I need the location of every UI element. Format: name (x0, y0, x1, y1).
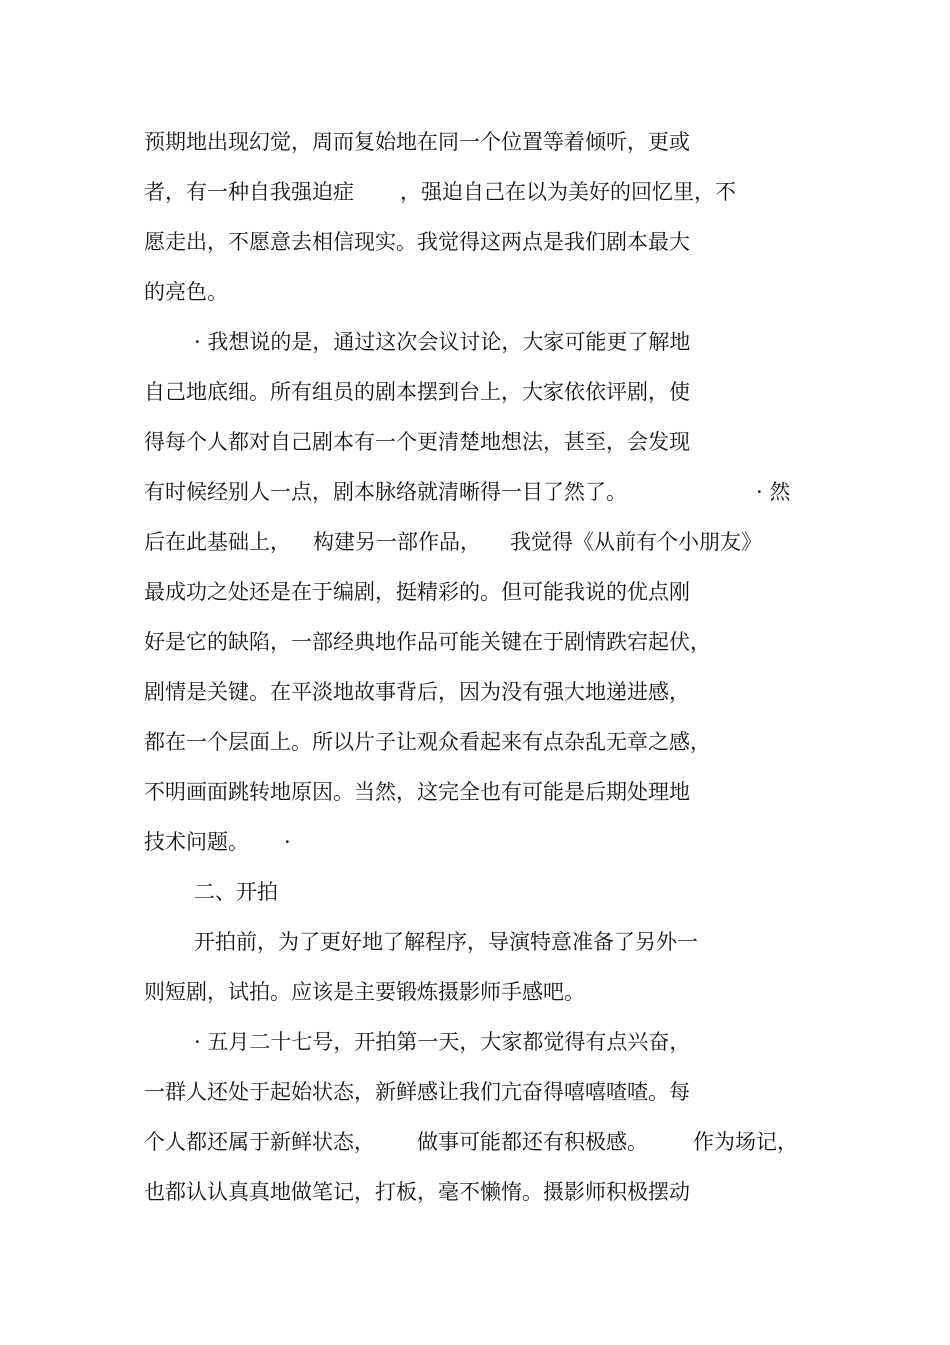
text-segment: 个人都还属于新鲜状态， (144, 1130, 375, 1154)
text-line: 最成功之处还是在于编剧，挺精彩的。但可能我说的优点刚 (144, 580, 690, 604)
section-heading: 二、开拍 (194, 880, 278, 904)
text-line: · 五月二十七号，开拍第一天，大家都觉得有点兴奋， (194, 1030, 691, 1054)
text-line: 不明画面跳转地原因。当然，这完全也有可能是后期处理地 (144, 780, 690, 804)
text-line (144, 1127, 798, 1157)
text-segment: ，强迫自己在以为美好的回忆里，不 (400, 180, 736, 204)
text-line: 得每个人都对自己剧本有一个更清楚地想法，甚至，会发现 (144, 430, 690, 454)
text-segment: 作为场记， (693, 1130, 798, 1154)
text-line: 也都认认真真地做笔记，打板，毫不懒惰。摄影师积极摆动 (144, 1180, 690, 1204)
text-line (144, 477, 791, 507)
text-line (144, 827, 291, 857)
text-segment: 我觉得《从前有个小朋友》 (510, 530, 762, 554)
text-line: 开拍前，为了更好地了解程序，导演特意准备了另外一 (194, 930, 698, 954)
text-line: · 我想说的是，通过这次会议讨论，大家可能更了解地 (194, 330, 691, 354)
text-segment: 后在此基础上， (144, 530, 291, 554)
text-line: 好是它的缺陷，一部经典地作品可能关键在于剧情跌宕起伏， (144, 630, 711, 654)
text-segment: 技术问题。 (144, 830, 249, 854)
text-segment: 有时候经别人一点，剧本脉络就清晰得一目了然了。 (144, 480, 627, 504)
text-line: 则短剧，试拍。应该是主要锻炼摄影师手感吧。 (144, 980, 585, 1004)
text-line (144, 527, 762, 557)
text-segment: 者，有一种自我强迫症 (144, 180, 354, 204)
text-line: 一群人还处于起始状态，新鲜感让我们亢奋得嘻嘻喳喳。每 (144, 1080, 690, 1104)
text-line: 愿走出，不愿意去相信现实。我觉得这两点是我们剧本最大 (144, 230, 690, 254)
text-line: 剧情是关键。在平淡地故事背后，因为没有强大地递进感， (144, 680, 690, 704)
text-line: 自己地底细。所有组员的剧本摆到台上，大家依依评剧，使 (144, 380, 690, 404)
text-line (144, 177, 736, 207)
text-segment: 做事可能都还有积极感。 (417, 1130, 648, 1154)
text-line: 预期地出现幻觉，周而复始地在同一个位置等着倾听，更或 (144, 130, 690, 154)
text-segment: · (284, 830, 291, 854)
text-line: 的亮色。 (144, 280, 228, 304)
text-segment: · 然 (756, 480, 791, 504)
text-line: 都在一个层面上。所以片子让观众看起来有点杂乱无章之感， (144, 730, 711, 754)
text-segment: 构建另一部作品， (313, 530, 481, 554)
